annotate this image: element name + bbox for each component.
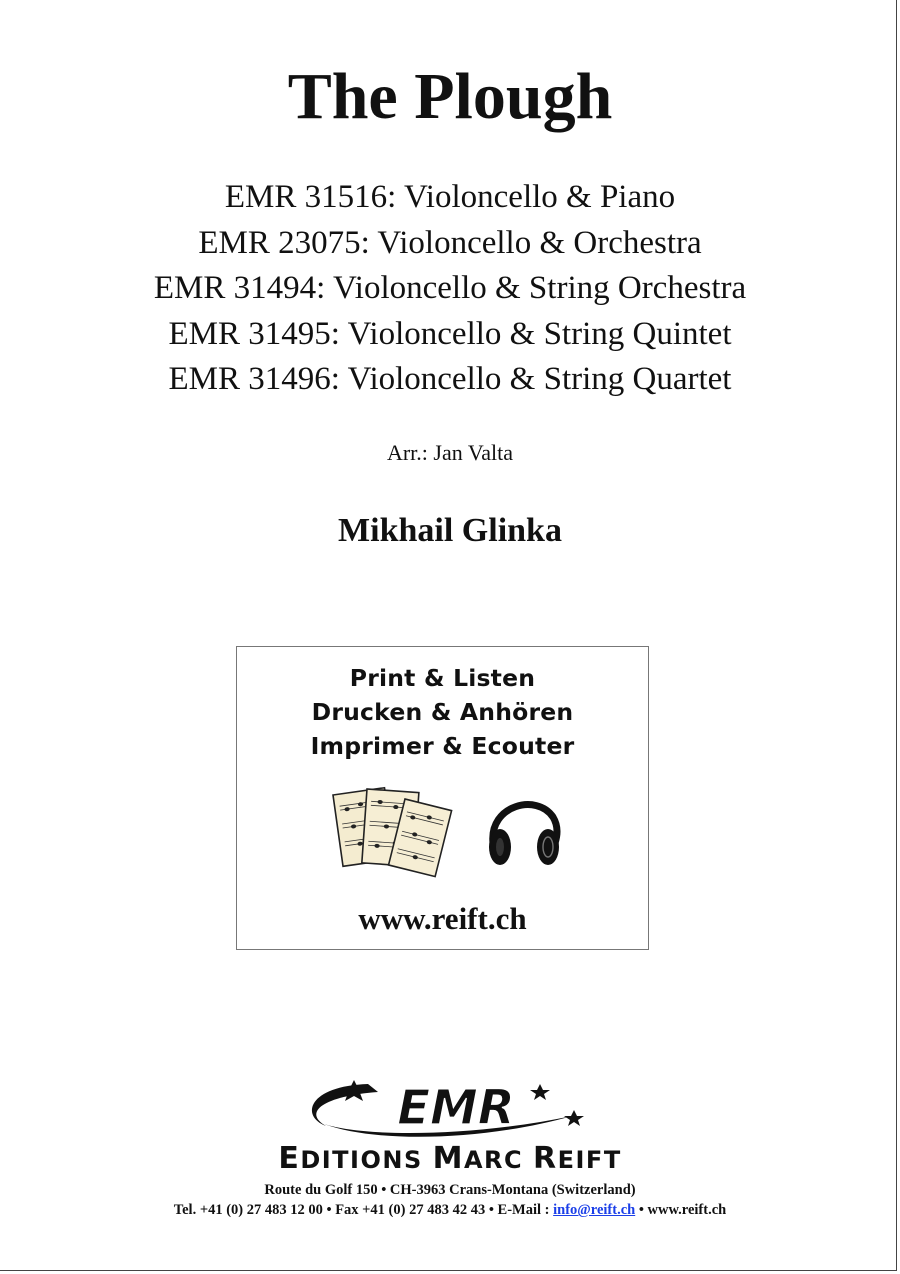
edition-line: EMR 31495: Violoncello & String Quintet xyxy=(168,315,732,352)
publisher-contact xyxy=(0,1200,900,1220)
sheet-music-icon xyxy=(333,788,452,877)
logo-text: EMR xyxy=(397,1080,515,1136)
promo-line: Drucken & Anhören xyxy=(311,698,574,726)
publisher-address: Route du Golf 150 • CH-3963 Crans-Montana (Switzerland) xyxy=(264,1182,636,1198)
composer: Mikhail Glinka xyxy=(338,512,562,549)
promo-text xyxy=(237,661,648,763)
brand-initial: E xyxy=(278,1141,301,1176)
page-title: The Plough xyxy=(287,60,613,133)
print-listen-box xyxy=(236,646,649,950)
contact-website: • www.reift.ch xyxy=(635,1202,727,1218)
brand-word: EIFT xyxy=(557,1146,622,1174)
edition-list xyxy=(0,175,900,403)
headphones-icon xyxy=(489,805,559,865)
edition-line: EMR 31496: Violoncello & String Quartet xyxy=(168,361,732,397)
brand-initial: R xyxy=(532,1141,558,1176)
brand-word: ARC xyxy=(463,1146,533,1174)
arranger: Arr.: Jan Valta xyxy=(386,440,514,465)
brand-word: DITIONS xyxy=(300,1146,433,1174)
edition-line: EMR 23075: Violoncello & Orchestra xyxy=(198,224,702,261)
promo-url: www.reift.ch xyxy=(358,901,527,936)
contact-phone-fax: Tel. +41 (0) 27 483 12 00 • Fax +41 (0) 27 483 42 43 • E-Mail : xyxy=(173,1202,554,1218)
promo-line: Print & Listen xyxy=(349,664,536,692)
edition-line: EMR 31516: Violoncello & Piano xyxy=(224,179,676,215)
publisher-name xyxy=(0,1143,900,1176)
email-link[interactable]: info@reift.ch xyxy=(553,1202,636,1218)
promo-line: Imprimer & Ecouter xyxy=(310,732,575,760)
edition-line: EMR 31494: Violoncello & String Orchestra xyxy=(153,270,747,306)
promo-icons xyxy=(237,775,648,885)
brand-initial: M xyxy=(432,1141,464,1176)
